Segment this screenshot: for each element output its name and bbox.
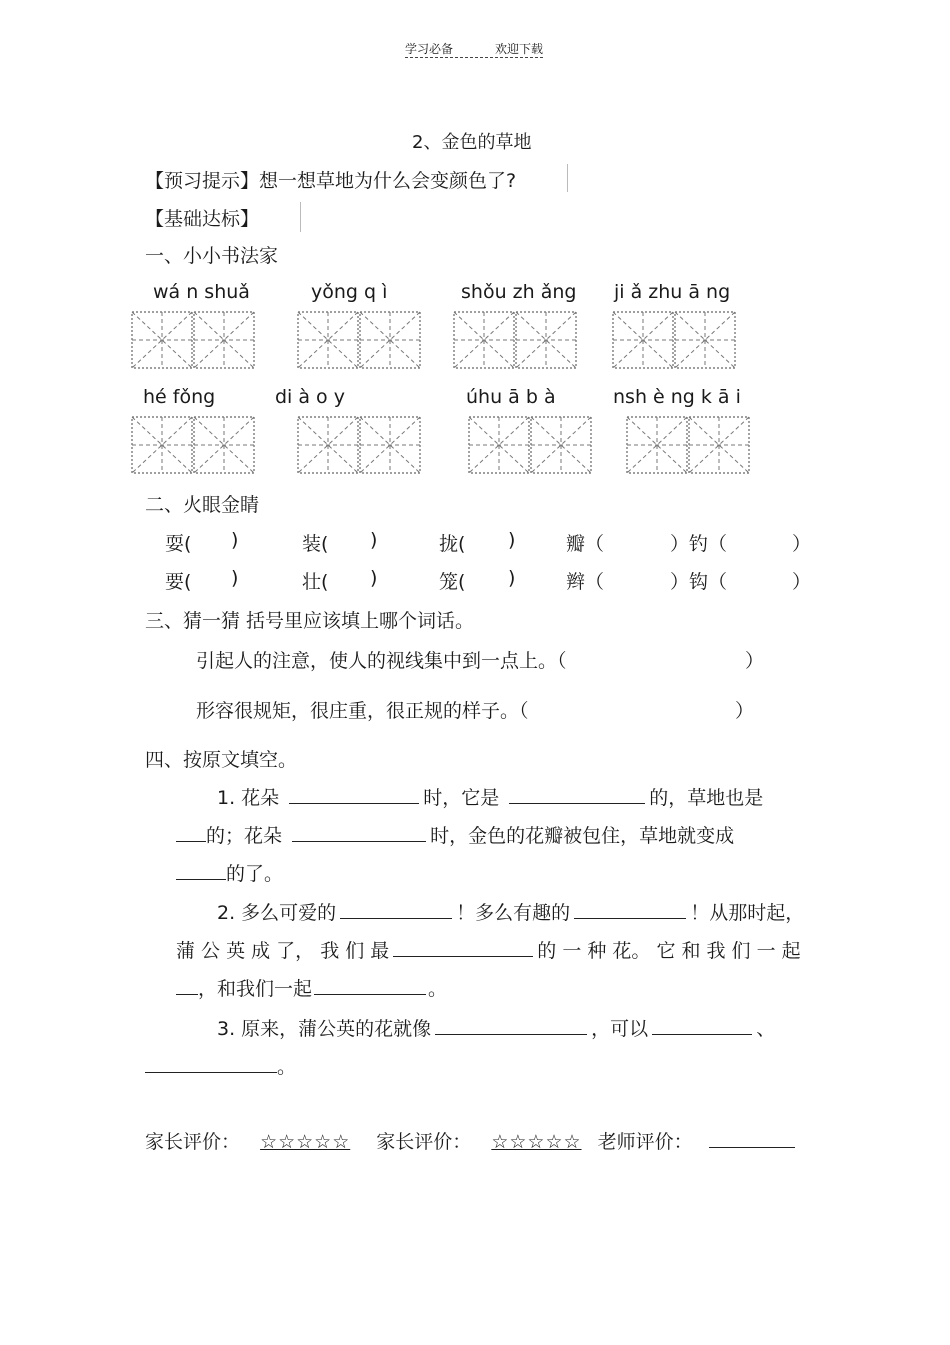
- blank[interactable]: [574, 899, 686, 919]
- writing-grid[interactable]: [131, 416, 255, 474]
- char-item: 拢(: [439, 533, 466, 555]
- answer-paren[interactable]: ）: [792, 571, 812, 593]
- fill-text: 的；花朵: [206, 825, 283, 847]
- fill-text: ，可以: [591, 1018, 649, 1040]
- writing-grid[interactable]: [453, 311, 577, 369]
- section-3-heading: 三、猜一猜 括号里应该填上哪个词话。: [145, 610, 475, 632]
- fill-text: ！从那时起，: [690, 902, 805, 924]
- fill-text: 蒲 公 英 成 了， 我 们 最: [176, 940, 390, 962]
- blank[interactable]: [314, 975, 426, 995]
- star-rating[interactable]: ☆☆☆☆☆: [491, 1131, 582, 1153]
- blank[interactable]: [176, 822, 206, 842]
- blank[interactable]: [145, 1053, 277, 1073]
- evaluation-row: [145, 1127, 795, 1154]
- fill-text: 的，草地也是: [649, 787, 764, 809]
- answer-paren[interactable]: ): [231, 529, 239, 551]
- writing-grid[interactable]: [468, 416, 592, 474]
- teacher-eval-blank[interactable]: [709, 1128, 795, 1148]
- blank[interactable]: [176, 975, 198, 995]
- blank[interactable]: [509, 784, 645, 804]
- fill-line: [217, 898, 804, 925]
- pinyin-1: wá n shuǎ: [153, 281, 250, 303]
- fill-line: [176, 936, 801, 963]
- fill-text: 2. 多么可爱的: [217, 902, 337, 924]
- star-rating[interactable]: ☆☆☆☆☆: [260, 1131, 351, 1153]
- blank[interactable]: [435, 1015, 587, 1035]
- fill-line: [176, 859, 283, 886]
- fill-text: 3. 原来，蒲公英的花就像: [217, 1018, 432, 1040]
- char-item: 装(: [302, 533, 329, 555]
- fill-text: 。: [277, 1056, 297, 1078]
- blank[interactable]: [176, 860, 226, 880]
- pinyin-8: nsh è ng k ā i: [613, 386, 741, 408]
- writing-grid[interactable]: [297, 416, 421, 474]
- text-cursor-mark: [567, 164, 568, 192]
- fill-text: 1. 花朵: [217, 787, 280, 809]
- answer-paren[interactable]: ）: [792, 533, 812, 555]
- pinyin-7: úhu ā b à: [466, 386, 556, 408]
- char-item: 笼(: [439, 571, 466, 593]
- answer-paren[interactable]: ): [370, 529, 378, 551]
- preview-hint: 【预习提示】想一想草地为什么会变颜色了?: [145, 170, 517, 192]
- answer-paren[interactable]: ): [508, 529, 516, 551]
- fill-text: ，和我们一起: [198, 978, 313, 1000]
- header-divider: [405, 57, 543, 58]
- char-item: 瓣（: [566, 533, 605, 555]
- char-item: ）钓（: [670, 533, 728, 555]
- char-item: 辫（: [566, 571, 605, 593]
- pinyin-2: yǒng q ì: [311, 281, 388, 303]
- fill-text: 的 一 种 花。 它 和 我 们 一 起: [537, 940, 801, 962]
- writing-grid[interactable]: [626, 416, 750, 474]
- char-item: 壮(: [302, 571, 329, 593]
- section-2-heading: 二、火眼金睛: [145, 494, 260, 516]
- char-item: 耍(: [165, 533, 192, 555]
- teacher-eval-label: 老师评价：: [597, 1131, 693, 1153]
- blank[interactable]: [340, 899, 452, 919]
- text-cursor-mark: [300, 202, 301, 232]
- fill-text: 的了。: [226, 863, 284, 885]
- char-item: ）钩（: [670, 571, 728, 593]
- page-title: 2、金色的草地: [412, 132, 532, 153]
- answer-paren[interactable]: ）: [745, 650, 765, 672]
- answer-paren[interactable]: ): [231, 567, 239, 589]
- answer-paren[interactable]: ): [508, 567, 516, 589]
- fill-text: ！多么有趣的: [456, 902, 571, 924]
- section-4-heading: 四、按原文填空。: [145, 749, 298, 771]
- header-left: 学习必备: [405, 42, 454, 56]
- answer-paren[interactable]: ）: [735, 700, 755, 722]
- pinyin-5: hé fǒng: [143, 386, 216, 408]
- fill-text: 时，它是: [423, 787, 500, 809]
- basics-heading: 【基础达标】: [145, 208, 260, 230]
- parent-eval-label: 家长评价：: [376, 1131, 472, 1153]
- section-1-heading: 一、小小书法家: [145, 245, 279, 267]
- pinyin-4: ji ǎ zhu ā ng: [614, 281, 731, 303]
- blank[interactable]: [289, 784, 419, 804]
- fill-line: [145, 1052, 296, 1079]
- char-item: 要(: [165, 571, 192, 593]
- parent-eval-label: 家长评价：: [145, 1131, 241, 1153]
- fill-text: 、: [756, 1018, 776, 1040]
- writing-grid[interactable]: [612, 311, 736, 369]
- fill-line: [217, 1014, 775, 1041]
- fill-text: 时，金色的花瓣被包住，草地就变成: [430, 825, 735, 847]
- fill-line: [176, 974, 447, 1001]
- guess-question-2: 形容很规矩，很庄重，很正规的样子。（: [196, 700, 529, 722]
- answer-paren[interactable]: ): [370, 567, 378, 589]
- fill-line: [217, 783, 763, 810]
- fill-line: [176, 821, 734, 848]
- blank[interactable]: [393, 937, 533, 957]
- fill-text: 。: [428, 978, 448, 1000]
- guess-question-1: 引起人的注意，使人的视线集中到一点上。（: [196, 650, 567, 672]
- blank[interactable]: [652, 1015, 752, 1035]
- pinyin-6: di à o y: [275, 386, 345, 408]
- writing-grid[interactable]: [131, 311, 255, 369]
- pinyin-3: shǒu zh ǎng: [461, 281, 577, 303]
- header-right: 欢迎下载: [495, 42, 544, 56]
- blank[interactable]: [292, 822, 426, 842]
- writing-grid[interactable]: [297, 311, 421, 369]
